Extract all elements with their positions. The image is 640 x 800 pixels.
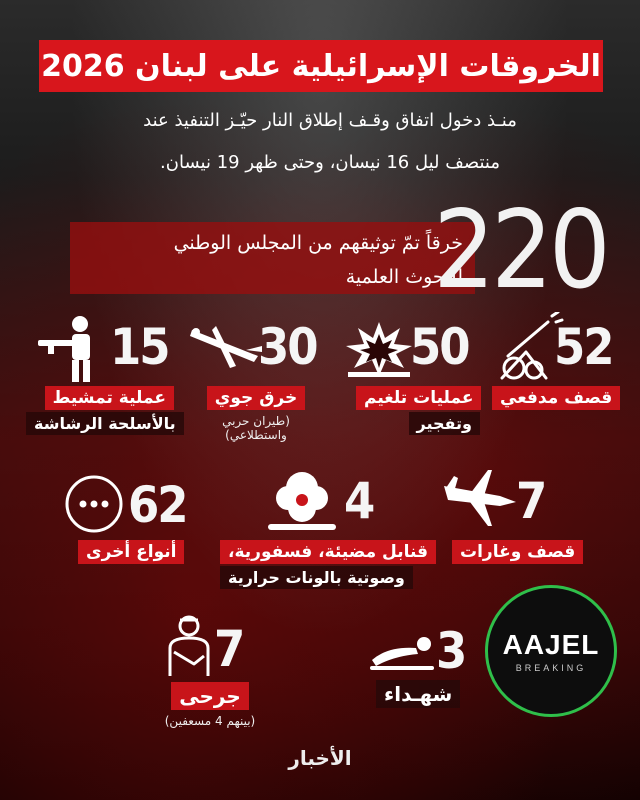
martyr-icon <box>368 630 436 672</box>
subtitle-line-2: منتصف ليل 16 نيسان، وحتى ظهر 19 نيسان. <box>160 152 500 173</box>
total-number: 220 <box>433 188 607 313</box>
total-line-2: للبحوث العلمية <box>345 266 463 288</box>
stat-injured-label: جرحى <box>171 682 249 710</box>
explosion-icon <box>344 318 414 378</box>
stat-artillery-number: 52 <box>554 318 613 376</box>
stat-gun-label-1: عملية تمشيط <box>45 386 174 410</box>
drone-icon <box>186 316 266 376</box>
stat-flares-number: 4 <box>344 472 374 530</box>
stat-raids-label: قصف وغارات <box>452 540 583 564</box>
footer-logo: الأخبار <box>288 746 352 770</box>
stat-gun-number: 15 <box>110 318 169 376</box>
soldier-icon <box>34 312 106 384</box>
subtitle-line-1: منـذ دخول اتفاق وقـف إطلاق النار حيّـز التنفيذ عند <box>143 110 517 131</box>
stat-explosion-label-1: عمليات تلغيم <box>356 386 481 410</box>
injured-icon <box>160 612 218 680</box>
stat-injured-number: 7 <box>214 620 244 678</box>
stat-air-note-1: (طيران حربي <box>222 414 290 428</box>
bomb-blast-icon <box>264 460 340 536</box>
stat-artillery-label: قصف مدفعي <box>492 386 620 410</box>
stat-other-number: 62 <box>128 476 187 534</box>
stat-gun-label-2: بالأسلحة الرشاشة <box>26 412 184 435</box>
stat-air-note-2: واستطلاعي) <box>225 428 287 442</box>
stat-martyrs-number: 3 <box>436 622 466 680</box>
more-icon <box>64 474 124 534</box>
stat-air-label: خرق جوي <box>207 386 305 410</box>
badge-sub: BREAKING <box>515 663 587 673</box>
stat-martyrs-label: شهـداء <box>376 680 460 708</box>
stat-flares-label-1: قنابل مضيئة، فسفورية، <box>220 540 436 564</box>
total-description <box>70 222 475 294</box>
page-title: الخروقات الإسرائيلية على لبنان 2026 <box>39 40 603 92</box>
badge-name: AAJEL <box>502 629 600 660</box>
aajel-badge <box>485 585 617 717</box>
total-line-1: خرقاً تمّ توثيقهم من المجلس الوطني <box>173 232 463 254</box>
stat-raids-number: 7 <box>516 472 546 530</box>
stat-air-number: 30 <box>258 318 317 376</box>
stat-other-label: أنواع أخرى <box>78 540 184 564</box>
stat-explosion-number: 50 <box>410 318 469 376</box>
stat-explosion-label-2: وتفجير <box>409 412 480 435</box>
stat-flares-label-2: وصوتية بالونات حرارية <box>220 566 413 589</box>
stat-injured-note: (بينهم 4 مسعفين) <box>164 714 256 728</box>
fighter-jet-icon <box>440 466 520 532</box>
